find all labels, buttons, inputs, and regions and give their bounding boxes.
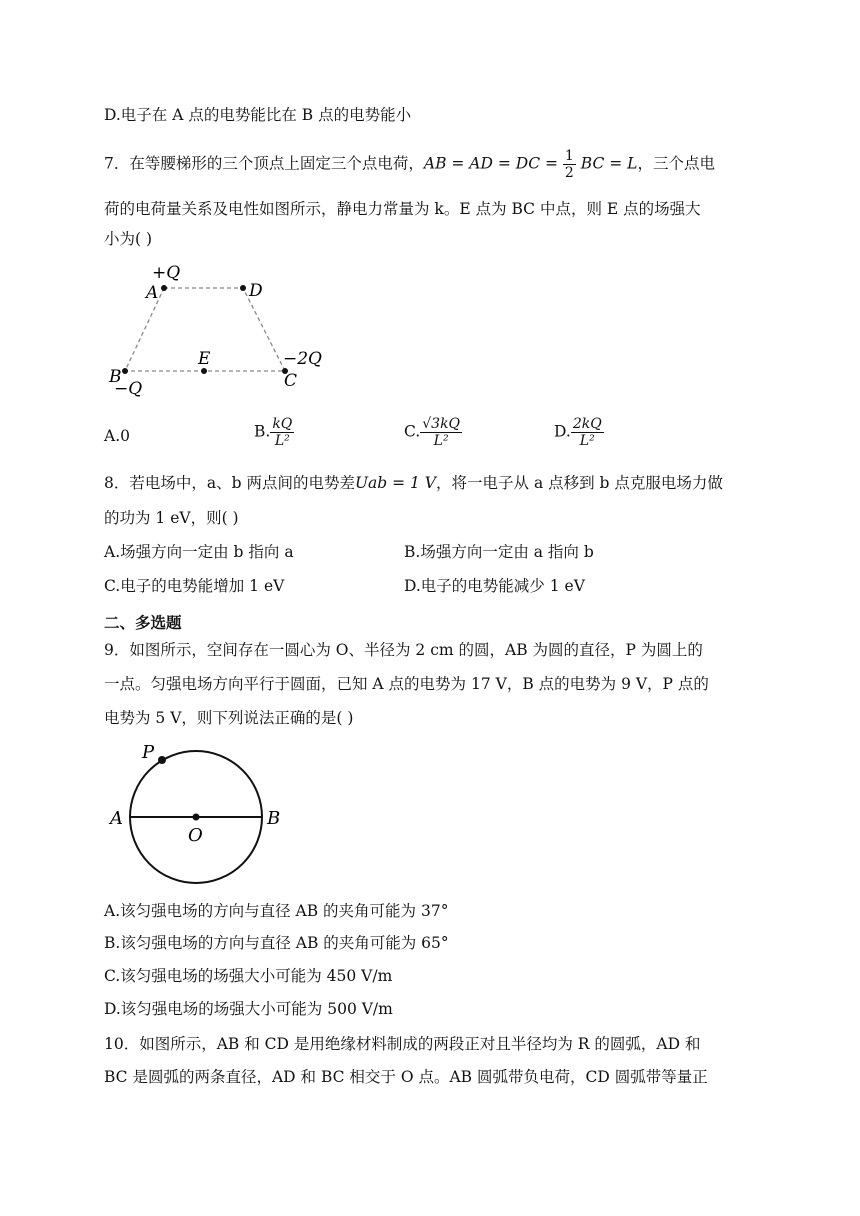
- label-b: B: [109, 367, 122, 387]
- q7-option-b-num: kQ: [272, 416, 293, 432]
- q9-option-b: B.该匀强电场的方向与直径 AB 的夹角可能为 65°: [104, 934, 449, 952]
- q8-line1-b: ，将一电子从 a 点移到 b 点克服电场力做: [436, 474, 723, 492]
- q8-stem-line1: [104, 472, 723, 494]
- q9-stem-line1: 9．如图所示，空间存在一圆心为 O、半径为 2 cm 的圆，AB 为圆的直径，P 为圆上的: [104, 641, 703, 659]
- q9-option-a: A.该匀强电场的方向与直径 AB 的夹角可能为 37°: [104, 902, 449, 920]
- point-a: [161, 285, 167, 291]
- q7-option-b-den: L²: [274, 433, 290, 449]
- q7-half-num: 1: [564, 148, 574, 164]
- label-e: E: [198, 349, 211, 369]
- charge-c: −2Q: [283, 349, 322, 369]
- label-a: A: [146, 283, 159, 303]
- q8-option-b: B.场强方向一定由 a 指向 b: [404, 543, 594, 561]
- q7-half-fraction: [563, 148, 576, 181]
- q7-option-c-prefix: C.: [404, 422, 421, 441]
- q7-option-d: [554, 416, 604, 449]
- q9-circle-figure: [104, 738, 304, 898]
- section-title: 二、多选题: [104, 614, 182, 632]
- point-p: [158, 756, 166, 764]
- q7-option-a: A.0: [104, 427, 130, 445]
- q10-stem-line1: 10．如图所示，AB 和 CD 是用绝缘材料制成的两段正对且半径均为 R 的圆弧，AD 和: [104, 1035, 701, 1053]
- q7-option-c-num: √3kQ: [422, 416, 461, 432]
- q7-formula-left: AB = AD = DC =: [423, 154, 558, 173]
- q8-uab: Uab = 1 V: [354, 474, 437, 492]
- q6-option-d: D.电子在 A 点的电势能比在 B 点的电势能小: [104, 106, 412, 124]
- q7-option-d-den: L²: [579, 433, 595, 449]
- q8-option-d: D.电子的电势能减少 1 eV: [404, 577, 585, 595]
- label-a: A: [110, 808, 123, 829]
- label-p: P: [142, 742, 155, 763]
- charge-b: −Q: [114, 379, 143, 399]
- q7-option-d-prefix: D.: [554, 422, 571, 441]
- q7-formula-right: BC = L: [580, 154, 638, 173]
- point-b: [122, 368, 128, 374]
- q7-prefix: 7．在等腰梯形的三个顶点上固定三个点电荷，: [104, 154, 424, 173]
- q7-stem-line2: 荷的电荷量关系及电性如图所示，静电力常量为 k。E 点为 BC 中点，则 E 点的场强大: [104, 200, 701, 218]
- q10-stem-line2: BC 是圆弧的两条直径，AD 和 BC 相交于 O 点。AB 圆弧带负电荷，CD 圆弧带等量正: [104, 1068, 708, 1086]
- q8-line1-a: 8．若电场中，a、b 两点间的电势差: [104, 474, 355, 492]
- charge-a: +Q: [152, 263, 181, 283]
- point-o: [193, 814, 200, 821]
- q7-option-c-den: L²: [433, 433, 449, 449]
- q7-suffix: ，三个点电: [637, 154, 715, 173]
- q7-stem-line3: 小为( ): [104, 230, 153, 248]
- q8-option-c: C.电子的电势能增加 1 eV: [104, 577, 285, 595]
- label-o: O: [188, 825, 203, 846]
- point-d: [240, 285, 246, 291]
- q7-option-b: [254, 416, 294, 449]
- q7-half-den: 2: [564, 165, 574, 181]
- label-d: D: [249, 281, 263, 301]
- q7-option-c: [404, 416, 462, 449]
- q9-stem-line2: 一点。匀强电场方向平行于圆面，已知 A 点的电势为 17 V，B 点的电势为 9 V，P 点的: [104, 675, 709, 693]
- q9-option-d: D.该匀强电场的场强大小可能为 500 V/m: [104, 1000, 393, 1018]
- q8-option-a: A.场强方向一定由 b 指向 a: [104, 543, 294, 561]
- q7-trapezoid-figure: [100, 260, 360, 400]
- q9-option-c: C.该匀强电场的场强大小可能为 450 V/m: [104, 967, 393, 985]
- label-b: B: [267, 808, 281, 829]
- q8-stem-line2: 的功为 1 eV，则( ): [104, 509, 239, 527]
- q7-stem-line1: [104, 148, 715, 181]
- q7-option-d-num: 2kQ: [572, 416, 602, 432]
- q9-stem-line3: 电势为 5 V，则下列说法正确的是( ): [104, 709, 354, 727]
- label-c: C: [284, 371, 298, 391]
- q7-option-b-prefix: B.: [254, 422, 271, 441]
